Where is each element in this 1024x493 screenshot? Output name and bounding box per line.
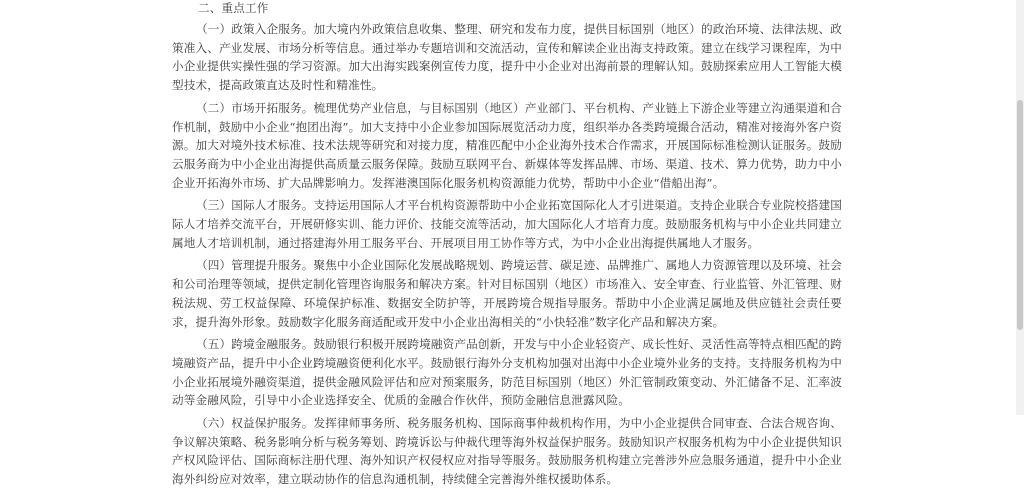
- paragraph-market-service: （二）市场开拓服务。梳理优势产业信息，与目标国别（地区）产业部门、平台机构、产业链上下游企业等建立沟通渠道和合作机制，鼓励中小企业“抱团出海”。加大支持中小企业参加国际展览活动力度，组织举办各类跨境撮合活动，精准对接海外客户资源。加大对境外技术标准、技术法规等研究和对接力度，精准匹配中小企业海外技术合作需求，开展国际标准检测认证服务。鼓励云服务商为中小企业出海提供高质量云服务保障。鼓励互联网平台、新媒体等发挥品牌、市场、渠道、技术、算力优势，助力中小企业开拓海外市场、扩大品牌影响力。发挥港澳国际化服务机构资源能力优势，帮助中小企业“借船出海”。: [172, 100, 842, 190]
- document-body: [172, 0, 842, 493]
- paragraph-management-service: （四）管理提升服务。聚焦中小企业国际化发展战略规划、跨境运营、碳足迹、品牌推广、属地人力资源管理以及环境、社会和公司治理等领域，提供定制化管理咨询服务和解决方案。针对目标国别（地区）市场准入、安全审查、行业监管、外汇管理、财税法规、劳工权益保障、环境保护标准、数据安全防护等，开展跨境合规指导服务。帮助中小企业满足属地及供应链社会责任要求，提升海外形象。鼓励数字化服务商适配或开发中小企业出海相关的“小快轻准”数字化产品和解决方案。: [172, 258, 842, 329]
- paragraph-policy-service: （一）政策入企服务。加大境内外政策信息收集、整理、研究和发布力度，提供目标国别（地区）的政治环境、法律法规、政策准入、产业发展、市场分析等信息。通过举办专题培训和交流活动，宣传和解读企业出海支持政策。建立在线学习课程库，为中小企业提供实操性强的学习资源。加大出海实践案例宣传力度，提升中小企业对出海前景的理解认知。鼓励探索应用人工智能大模型技术，提高政策直达及时性和精准性。: [172, 22, 842, 93]
- paragraph-talent-service: （三）国际人才服务。支持运用国际人才平台机构资源帮助中小企业拓宽国际化人才引进渠道。支持企业联合专业院校搭建国际人才培养交流平台，开展研修实训、能力评价、技能交流等活动，加大国际化人才培育力度。鼓励服务机构与中小企业共同建立属地人才培训机制，通过搭建海外用工服务平台、开展项目用工协作等方式，为中小企业出海提供属地人才服务。: [172, 198, 842, 250]
- paragraph-finance-service: （五）跨境金融服务。鼓励银行积极开展跨境融资产品创新，开发与中小企业轻资产、成长性好、灵活性高等特点相匹配的跨境融资产品，提升中小企业跨境融资便利化水平。鼓励银行海外分支机构加强对出海中小企业境外业务的支持。支持服务机构为中小企业拓展境外融资渠道，提供金融风险评估和应对预案服务，防范目标国别（地区）外汇管制政策变动、外汇储备不足、汇率波动等金融风险，引导中小企业选择安全、优质的金融合作伙伴，预防金融信息泄露风险。: [172, 337, 842, 408]
- scrollbar-thumb[interactable]: [1017, 100, 1023, 330]
- paragraph-rights-service: （六）权益保护服务。发挥律师事务所、税务服务机构、国际商事仲裁机构作用，为中小企业提供合同审查、合法合规咨询、争议解决策略、税务影响分析与税务筹划、跨境诉讼与仲裁代理等海外权益保护服务。鼓励知识产权服务机构为中小企业提供知识产权风险评估、国际商标注册代理、海外知识产权侵权应对指导等服务。鼓励服务机构建立完善涉外应急服务通道，提升中小企业海外纠纷应对效率，建立联动协作的信息沟通机制，持续健全完善海外维权援助体系。: [172, 416, 842, 487]
- section-heading: 二、重点工作: [198, 1, 269, 15]
- vertical-scrollbar[interactable]: [1016, 0, 1024, 415]
